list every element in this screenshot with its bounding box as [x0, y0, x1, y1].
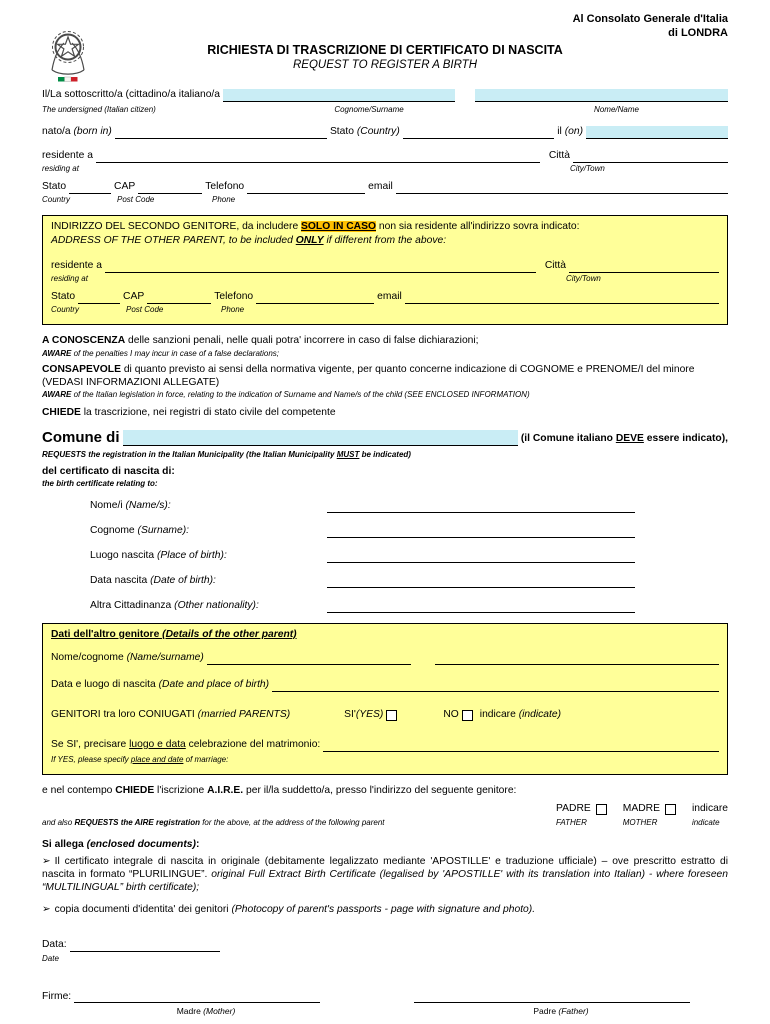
residence-row [42, 150, 728, 163]
op-birth-label-en: (Date and place of birth) [158, 678, 270, 690]
child-nationality-label-en: (Other nationality): [174, 600, 259, 612]
applicant-intro-label: Il/La sottoscritto/a (cittadino/a italiano/a [42, 88, 221, 100]
certificate-line: del certificato di nascita di: [42, 465, 175, 477]
child-nationality-label [90, 600, 324, 613]
municipality-row [42, 430, 728, 446]
city-label-en: City/Town [570, 164, 605, 174]
arrow-bullet-icon: ➢ [42, 904, 51, 916]
aire-en-post: for the above, at the address of the following parent [199, 817, 385, 827]
sp-resident-label-en: residing at [51, 274, 88, 284]
padre-cell [556, 803, 607, 816]
op-yes-label [344, 709, 383, 722]
sp-residence-row [51, 260, 719, 273]
op-indicate-label-it: indicare [479, 708, 519, 720]
contact-row [42, 181, 728, 194]
child-surname-label [90, 525, 324, 538]
op-marriage-blank [323, 739, 719, 752]
addressee-line2: di LONDRA [668, 27, 728, 40]
op-marriage-en-pre: If YES, please specify [51, 754, 131, 764]
child-birthdate-label [90, 575, 324, 588]
sp-postcode-label: CAP [123, 290, 145, 302]
resident-label: residente a [42, 150, 93, 162]
aire-indicate-label-en: indicate [691, 817, 720, 827]
second-parent-heading-en-highlight: ONLY [295, 235, 324, 247]
father-signature-blank [414, 990, 690, 1003]
op-marriage-en-post: of marriage: [183, 754, 229, 764]
date-label: Data: [42, 939, 67, 951]
birth-row [42, 126, 728, 139]
mother-signature-label-it: Madre [176, 1006, 204, 1017]
enclosed-item-1 [42, 856, 728, 895]
other-parent-box [42, 623, 728, 775]
declaration-2-text: di quanto previsto ai sensi della normativa vigente, per quanto concerne indicazione di COGNOME e PRENOME/I del minore (VEDASI INFORMAZIONI ALLEGATE) [42, 363, 695, 388]
residence-blank [96, 150, 540, 163]
declaration-2-en-text: of the Italian legislation in force, relating to the indication of Surname and Name/s of the child (SEE ENCLOSED INFORMATION) [71, 390, 530, 400]
municipality-note [521, 433, 728, 446]
second-parent-heading-en-post: if different from the above: [323, 235, 447, 247]
child-surname-label-en: (Surname): [137, 525, 190, 537]
child-surname-row [90, 525, 728, 538]
op-indicate-label [480, 709, 561, 722]
municipality-note-pre: (il Comune italiano [520, 433, 616, 445]
father-signature-label [423, 1005, 699, 1017]
country-label-en: Country [42, 194, 71, 204]
sp-email-label: email [377, 290, 402, 302]
sp-email-blank [405, 291, 719, 304]
born-in-label-en: (born in) [73, 126, 112, 138]
enclosed-item-1-it: Il certificato integrale di nascita in originale (debitamente legalizzato mediante 'APOSTILLE' e traduzione ufficiale) – ove prescritto estratto di nascita in formato “PLURILINGUE”. [42, 856, 728, 881]
op-married-label-en: (married PARENTS) [197, 708, 291, 720]
op-marriage-en-underline: place and date [130, 754, 184, 764]
declaration-1-text: delle sanzioni penali, nelle quali potra' incorrere in caso di false dichiarazioni; [125, 335, 479, 347]
phone-blank [247, 181, 365, 194]
phone-label-en: Phone [212, 194, 236, 204]
child-birthplace-label-it: Luogo nascita [90, 550, 157, 562]
enclosed-item-2-it: copia documenti d'identita' dei genitori [54, 904, 232, 916]
mother-signature-blank [74, 990, 320, 1003]
father-signature-label-en: (Father) [558, 1006, 589, 1017]
aire-bold-2: A.I.R.E. [207, 785, 244, 797]
child-birthplace-label-en: (Place of birth): [156, 550, 227, 562]
postcode-label-en: Post Code [117, 194, 155, 204]
declaration-3-bold: CHIEDE [42, 407, 81, 419]
madre-label: MADRE [622, 803, 660, 815]
mother-label-en: MOTHER [622, 817, 658, 827]
city-blank [573, 150, 728, 163]
aire-pre: e nel contempo [42, 785, 116, 797]
declaration-1-en-text: of the penalties I may incur in case of a false declarations; [71, 349, 280, 359]
birth-country-label-en: (Country) [356, 126, 400, 138]
date-blank [70, 939, 220, 952]
date-label-en: Date [42, 953, 59, 963]
op-married-row [51, 709, 719, 722]
born-in-label [42, 126, 112, 139]
email-blank [396, 181, 728, 194]
child-birthdate-label-it: Data nascita [90, 575, 151, 587]
birth-place-blank [115, 126, 327, 139]
other-parent-title-en: (Details of the other parent) [162, 628, 297, 640]
declaration-2-bold: CONSAPEVOLE [42, 363, 121, 375]
municipality-field[interactable] [123, 430, 518, 446]
sp-phone-label-en: Phone [221, 304, 245, 314]
op-yes-label-en: (YES) [355, 708, 384, 720]
aire-indicare-label: indicare [691, 803, 728, 815]
postcode-label: CAP [114, 180, 136, 192]
city-label: Città [548, 150, 570, 162]
child-birthplace-blank [327, 550, 635, 563]
op-indicate-label-en: (indicate) [518, 708, 562, 720]
child-birthplace-row [90, 550, 728, 563]
married-no-checkbox[interactable] [462, 710, 473, 721]
enclosed-title-en: (enclosed documents) [86, 838, 196, 850]
sp-contact-row [51, 291, 719, 304]
postcode-blank [138, 181, 202, 194]
aire-line [42, 785, 728, 798]
enclosed-item-2 [42, 904, 728, 917]
enclosed-item-1-en: original Full Extract Birth Certificate (legalised by 'APOSTILLE' with its translation into Italian) - where foreseen “MULTILINGUAL” birth certificate); [42, 869, 729, 894]
name-column-label: Nome/Name [594, 104, 639, 114]
addressee-line1: Al Consolato Generale d'Italia [572, 13, 728, 25]
op-marriage-label [51, 739, 320, 752]
birth-date-label-en: (on) [564, 126, 583, 138]
op-name-label-it: Nome/cognome [51, 651, 127, 663]
op-marriage-pre: Se SI', precisare [51, 738, 130, 750]
aire-mother-checkbox[interactable] [665, 804, 676, 815]
married-yes-checkbox[interactable] [386, 710, 397, 721]
municipality-row-en [42, 449, 728, 461]
sp-phone-label: Telefono [214, 290, 254, 302]
enclosed-item-2-en: (Photocopy of parent's passports - page with signature and photo). [231, 904, 536, 916]
sp-phone-blank [256, 291, 374, 304]
madre-cell [623, 803, 676, 816]
op-name-label [51, 652, 204, 665]
op-marriage-post: celebrazione del matrimonio: [185, 738, 321, 750]
sp-country-blank [78, 291, 120, 304]
child-birthdate-blank [327, 575, 635, 588]
italian-republic-emblem-icon [46, 26, 90, 89]
sp-resident-label: residente a [51, 260, 102, 272]
father-signature-label-it: Padre [533, 1006, 559, 1017]
sp-postcode-label-en: Post Code [126, 304, 164, 314]
sp-postcode-blank [147, 291, 211, 304]
second-parent-heading-post: non sia residente all'indirizzo sovra indicato: [376, 221, 580, 233]
aire-parent-choice [556, 803, 728, 828]
second-parent-heading-highlight: SOLO IN CASO [301, 221, 376, 233]
applicant-name-row [42, 89, 728, 102]
surname-column-label: Cognome/Surname [334, 104, 404, 114]
form-title: RICHIESTA DI TRASCRIZIONE DI CERTIFICATO DI NASCITA [207, 42, 563, 57]
municipality-en-pre: REQUESTS the registration in the Italian Municipality (the Italian Municipality [42, 449, 337, 459]
birth-country-blank [403, 126, 554, 139]
country-label: Stato [42, 180, 67, 192]
op-marriage-row-en [51, 754, 719, 766]
sp-city-blank [569, 260, 719, 273]
applicant-name-field[interactable] [475, 89, 728, 102]
second-parent-heading [51, 221, 719, 234]
municipality-note-underline: DEVE [615, 433, 644, 445]
op-name-blank-2 [435, 652, 719, 665]
municipality-en-underline: MUST [336, 449, 360, 459]
arrow-bullet-icon: ➢ [42, 856, 51, 868]
aire-en-bold: REQUESTS the AIRE registration [74, 817, 200, 827]
sp-residence-row-en [51, 273, 719, 285]
child-nationality-label-it: Altra Cittadinanza [90, 600, 175, 612]
child-birthdate-row [90, 575, 728, 588]
declaration-2 [42, 364, 728, 390]
contact-row-en [42, 194, 728, 206]
aire-father-checkbox[interactable] [596, 804, 607, 815]
title-block [42, 43, 728, 73]
applicant-intro-label-en: The undersigned (Italian citizen) [42, 104, 156, 114]
second-parent-heading-en-pre: ADDRESS OF THE OTHER PARENT, to be included [51, 235, 296, 247]
mother-signature-label [83, 1005, 329, 1017]
op-married-label [51, 709, 290, 722]
certificate-line-en: the birth certificate relating to: [42, 479, 158, 489]
op-birth-label-it: Data e luogo di nascita [51, 678, 159, 690]
country-blank [69, 181, 111, 194]
enclosed-title-colon: : [195, 838, 200, 850]
municipality-en-post: be indicated) [359, 449, 411, 459]
sp-residence-blank [105, 260, 536, 273]
op-birth-label [51, 679, 269, 692]
op-yes-label-it: SI' [344, 708, 356, 720]
child-name-blank [327, 500, 635, 513]
op-marriage-row [51, 739, 719, 752]
child-birthdate-label-en: (Date of birth): [150, 575, 216, 587]
declaration-1-bold: A CONOSCENZA [42, 335, 126, 347]
sp-city-label: Città [544, 260, 566, 272]
op-marriage-underline: luogo e data [129, 738, 186, 750]
op-name-row [51, 652, 719, 665]
phone-label: Telefono [205, 180, 245, 192]
sp-country-label: Stato [51, 290, 76, 302]
second-parent-address-box [42, 215, 728, 325]
op-birth-blank [272, 679, 719, 692]
child-name-label [90, 500, 324, 513]
sp-country-label-en: Country [51, 304, 80, 314]
op-name-label-en: (Name/surname) [126, 651, 204, 663]
child-name-label-en: (Name/s): [125, 500, 171, 512]
aire-line-en [42, 817, 553, 829]
enclosed-title [42, 839, 728, 852]
child-name-row [90, 500, 728, 513]
residence-row-en [42, 163, 728, 175]
aire-en-row [42, 803, 728, 828]
birth-date-label-it: il [557, 126, 565, 138]
addressee-block [42, 12, 728, 41]
signature-row [42, 990, 728, 1003]
sp-contact-row-en [51, 304, 719, 316]
declaration-1-en [42, 348, 728, 360]
second-parent-heading-en [51, 235, 719, 248]
declaration-1 [42, 335, 728, 348]
padre-label: PADRE [556, 803, 591, 815]
other-parent-title-it: Dati dell'altro genitore [51, 628, 163, 640]
aire-en-pre: and also [42, 817, 75, 827]
applicant-name-row-en [42, 104, 728, 116]
child-nationality-row [90, 600, 728, 613]
declaration-2-en [42, 389, 728, 401]
child-surname-label-it: Cognome [90, 525, 138, 537]
declaration-3 [42, 407, 728, 420]
aire-bold-1: CHIEDE [115, 785, 155, 797]
municipality-note-post: essere indicato), [643, 433, 728, 445]
second-parent-heading-pre: INDIRIZZO DEL SECONDO GENITORE, da includere [51, 221, 302, 233]
child-nationality-blank [327, 600, 635, 613]
resident-label-en: residing at [42, 164, 79, 174]
born-in-label-it: nato/a [42, 126, 74, 138]
op-no-label: NO [443, 708, 459, 720]
op-birth-row [51, 679, 719, 692]
declaration-2-en-bold: AWARE [42, 390, 72, 400]
child-surname-blank [327, 525, 635, 538]
applicant-surname-field[interactable] [223, 89, 455, 102]
aire-post: per il/la suddetto/a, presso l'indirizzo del seguente genitore: [243, 785, 517, 797]
child-birthplace-label [90, 550, 324, 563]
op-name-blank-1 [207, 652, 411, 665]
declaration-3-text: la trascrizione, nei registri di stato civile del competente [80, 407, 336, 419]
father-label-en: FATHER [556, 817, 587, 827]
form-subtitle: REQUEST TO REGISTER A BIRTH [292, 59, 478, 72]
signature-labels-row [42, 1005, 728, 1017]
birth-country-label-it: Stato [329, 126, 357, 138]
op-married-label-it: GENITORI tra loro CONIUGATI [51, 708, 198, 720]
enclosed-title-it: Si allega [42, 838, 87, 850]
birth-country-label [330, 126, 400, 139]
municipality-label: Comune di [42, 429, 120, 447]
date-row [42, 939, 728, 952]
signatures-label: Firme: [42, 990, 72, 1002]
declaration-1-en-bold: AWARE [42, 349, 72, 359]
birth-date-field[interactable] [586, 126, 728, 139]
child-name-label-it: Nome/i [90, 500, 126, 512]
other-parent-title [51, 629, 719, 642]
email-label: email [368, 180, 393, 192]
mother-signature-label-en: (Mother) [203, 1006, 236, 1017]
birth-date-label [557, 126, 583, 139]
sp-city-label-en: City/Town [566, 274, 601, 284]
aire-mid: l'iscrizione [154, 785, 208, 797]
